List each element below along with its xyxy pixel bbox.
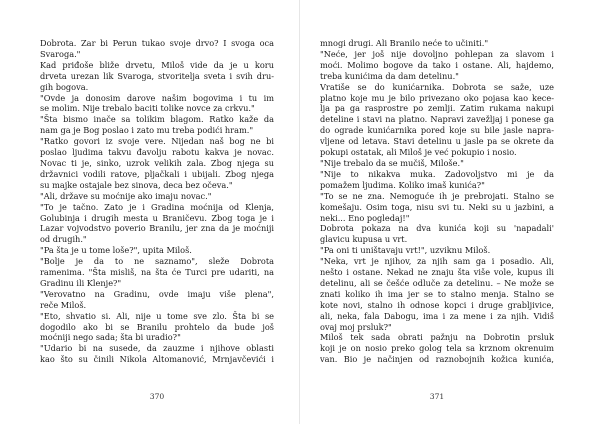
text-line: "Neće, jer još nije dovoljno pohlepan za slavom i [320, 48, 554, 59]
text-line: "Nije to nikakva muka. Zadovoljstvo mi je da [320, 168, 554, 179]
text-line: gih bogova. [40, 81, 89, 92]
left-page-text [40, 38, 274, 365]
text-line: "Eto, shvatio si. Ali, nije u tome sve zlo. Šta bi se [40, 310, 274, 321]
text-line: vljene od letava. Stavi detelinu u jasle pa se okrete da [320, 136, 554, 147]
text-line: Novac ti je, sinko, uzrok velikih zala. Zbog njega su [40, 157, 274, 168]
text-line: van. Bio je načinjen od raznobojnih kožica kunića, [320, 354, 554, 365]
text-line: nam ga je Bog poslao i zato mu treba podići hram." [40, 125, 254, 136]
text-line: "Pa oni ti uništavaju vrt!", uzviknu Miloš. [320, 245, 491, 256]
text-line: Kad priđoše bliže drvetu, Miloš vide da je u koru [40, 59, 274, 70]
text-line: neki... Eno pogledaj!" [320, 212, 410, 223]
text-line: "Pa šta je u tome loše?", upita Miloš. [40, 245, 192, 256]
text-line: do ograde kunićarnika pored koje su bile jasle napra- [320, 125, 554, 136]
right-page [300, 0, 600, 424]
text-line: detelinu, ali se češće odluče za detelinu. – Ne može se [320, 277, 554, 288]
text-line: nešto i ostane. Nekad ne znaju šta više vole, kupus ili [320, 267, 554, 278]
text-line: "Šta bismo inače sa tolikim blagom. Ratko kaže da [40, 114, 274, 125]
text-line: pomažem ljudima. Koliko imaš kunića?" [320, 179, 485, 190]
text-line: deteline i stavi na platno. Napravi zavežljaj i ponese ga [320, 114, 554, 125]
text-line: "To je tačno. Zato je i Gradina moćnija od Klenja, [40, 201, 274, 212]
text-line: Dobrota pokaza na dva kunića koji su 'napadali' [320, 223, 554, 234]
text-line: "Ali, države su moćnije ako imaju novac." [40, 190, 212, 201]
text-line: kao što su činili Nikola Altomanović, Mrnjavčevići i [40, 354, 274, 365]
text-line: Miloš tek sada obrati pažnju na Dobrotin prsluk [320, 332, 554, 343]
text-line: "Nije trebalo da se mučiš, Miloše." [320, 157, 464, 168]
text-line: poslao ljudima takvu đavolju rabotu kakva je novac. [40, 147, 274, 158]
text-line: glavicu kupusa u vrt. [320, 234, 408, 245]
text-line: "Udario bi na susede, da zauzme i njihove oblasti [40, 343, 274, 354]
text-line: Golubinja i drugih mesta u Braničevu. Zbog toga je i [40, 212, 274, 223]
text-line: ali, neka, fala Dabogu, ima i za mene i za njih. Vidiš [320, 310, 554, 321]
text-line: Vratiše se do kunićarnika. Dobrota se saže, uze [320, 81, 554, 92]
text-line: državnici vodili ratove, pljačkali i ubijali. Zbog njega [40, 168, 274, 179]
text-line: mnogi drugi. Ali Branilo neće to učiniti." [320, 38, 489, 48]
text-line: od drugih." [40, 234, 87, 245]
text-line: drveta urezan lik Svaroga, stvoritelja sveta i svih dru- [40, 70, 274, 81]
text-line: platno koje mu je bilo privezano oko pojasa kao kece- [320, 92, 554, 103]
text-line: ramenima. "Šta misliš, na šta će Turci pre udariti, na [40, 267, 274, 278]
text-line: "Ratko govori iz svoje vere. Nijedan naš bog ne bi [40, 136, 274, 147]
text-line: "Ovde ja donosim darove našim bogovima i tu im [40, 92, 274, 103]
text-line: se molim. Nije trebalo baciti tolike novce za crkvu." [40, 103, 255, 114]
text-line: koji je on nosio preko golog tela sa krznom okrenuim [320, 343, 554, 354]
text-line: su majke ostajale bez sinova, deca bez očeva." [40, 179, 233, 190]
text-line: znati koliko ih ima jer se to stalno menja. Stalno se [320, 288, 554, 299]
text-line: Dobrota. Zar bi Perun tukao svoje drvo? I svoga oca [40, 38, 274, 48]
text-line: "Neka, vrt je njihov, za njih sam ga i posadio. Ali, [320, 256, 554, 267]
text-line: Gradinu ili Klenje?" [40, 277, 122, 288]
text-line: pokupi ostatak, ali Miloš je već pokupio i nosio. [320, 147, 517, 158]
text-line: komešaju. Osim toga, nisu svi tu. Neki su u jazbini, a [320, 201, 554, 212]
left-page-number: 370 [149, 392, 165, 401]
text-line: reče Miloš. [40, 299, 87, 310]
text-line: kote novi, stalno ih odnose kopci i druge grabljivice, [320, 299, 554, 310]
text-line: "Bolje je da to ne saznamo", sleže Dobrota [40, 256, 274, 267]
text-line: Svaroga." [40, 48, 81, 59]
text-line: "Verovatno na Gradinu, ovde imaju više plena", [40, 288, 274, 299]
text-line: ovaj moj prsluk?" [320, 321, 392, 332]
right-page-text [320, 38, 554, 365]
text-line: dogodilo ako bi se Branilu prohtelo da bude još [40, 321, 274, 332]
text-line: "To se ne zna. Nemoguće ih je prebrojati. Stalno se [320, 190, 554, 201]
text-line: moćniji nego sada; šta bi uradio?" [40, 332, 181, 343]
text-line: treba kunićima da dam detelinu." [320, 70, 459, 81]
text-line: moći. Molimo bogove da tako i ostane. Ali, hajdemo, [320, 59, 554, 70]
right-page-number: 371 [429, 392, 445, 401]
text-line: Lazar vojvodstvo poverio Branilu, jer zna da je moćniji [40, 223, 274, 234]
text-line: lja pa ga rasprostre po zemlji. Zatim rukama nakupi [320, 103, 554, 114]
